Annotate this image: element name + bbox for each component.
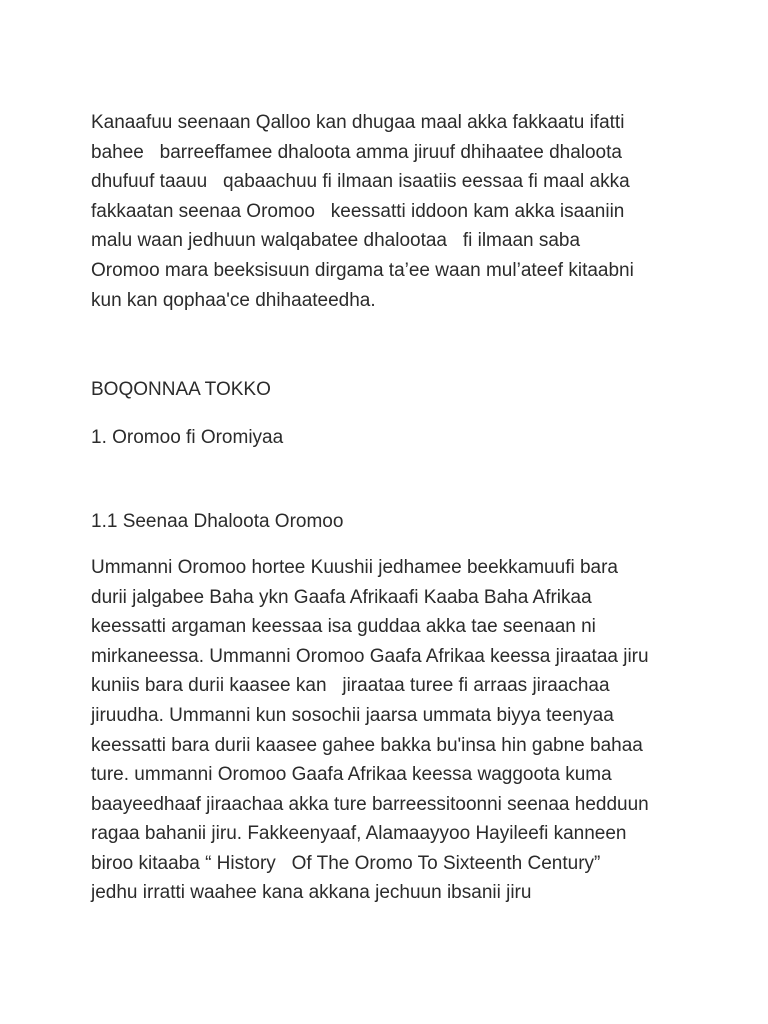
intro-line: malu waan jedhuun walqabatee dhalootaa fi ilmaan saba [91, 230, 581, 252]
chapter-subtitle: 1. Oromoo fi Oromiyaa [91, 426, 284, 448]
intro-line: Oromoo mara beeksisuun dirgama ta’ee waan mul’ateef kitaabni [91, 259, 634, 281]
body-line: baayeedhaaf jiraachaa akka ture barreessitoonni seenaa hedduun [91, 793, 649, 815]
document-page [91, 108, 681, 908]
body-line: Ummanni Oromoo hortee Kuushii jedhamee beekkamuufi bara [91, 556, 618, 578]
body-line: jiruudha. Ummanni kun sosochii jaarsa ummata biyya teenyaa [91, 704, 614, 726]
body-line: mirkaneessa. Ummanni Oromoo Gaafa Afrikaa keessa jiraataa jiru [91, 645, 649, 667]
body-line: keessatti bara durii kaasee gahee bakka bu'insa hin gabne bahaa [91, 734, 643, 756]
intro-line: Kanaafuu seenaan Qalloo kan dhugaa maal akka fakkaatu ifatti [91, 112, 625, 133]
body-line: keessatti argaman keessaa isa guddaa akka tae seenaan ni [91, 616, 596, 638]
intro-line: fakkaatan seenaa Oromoo keessatti iddoon kam akka isaaniin [91, 200, 625, 222]
body-line: ture. ummanni Oromoo Gaafa Afrikaa keessa waggoota kuma [91, 764, 612, 786]
body-line: ragaa bahanii jiru. Fakkeenyaaf, Alamaayyoo Hayileefi kanneen [91, 823, 627, 845]
intro-line: kun kan qophaa'ce dhihaateedha. [91, 289, 376, 311]
intro-line: dhufuuf taauu qabaachuu fi ilmaan isaatiis eessaa fi maal akka [91, 171, 630, 193]
chapter-title: BOQONNAA TOKKO [91, 379, 271, 401]
body-line: kuniis bara durii kaasee kan jiraataa turee fi arraas jiraachaa [91, 675, 610, 697]
intro-paragraph [91, 108, 681, 315]
body-line: biroo kitaaba “ History Of The Oromo To Sixteenth Century” [91, 852, 601, 874]
section-title: 1.1 Seenaa Dhaloota Oromoo [91, 511, 344, 533]
body-line: durii jalgabee Baha ykn Gaafa Afrikaafi Kaaba Baha Afrikaa [91, 586, 592, 608]
intro-line: bahee barreeffamee dhaloota amma jiruuf dhihaatee dhaloota [91, 141, 622, 163]
body-paragraph [91, 553, 681, 908]
body-line: jedhu irratti waahee kana akkana jechuun ibsanii jiru [91, 882, 532, 904]
